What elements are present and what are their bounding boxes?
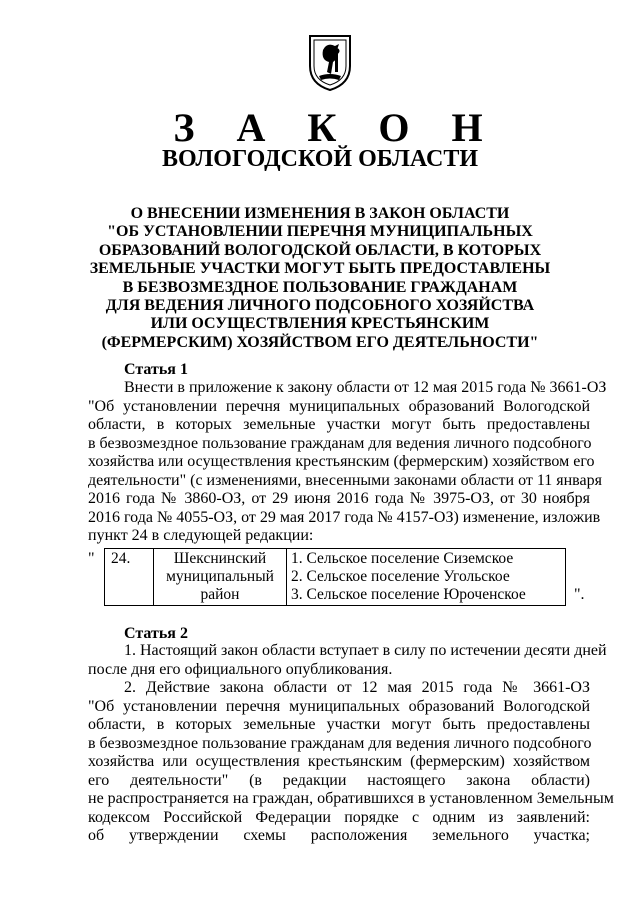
district-cell [154, 549, 287, 606]
coat-of-arms-emblem [305, 32, 355, 92]
subject-line: О ВНЕСЕНИИ ИЗМЕНЕНИЯ В ЗАКОН ОБЛАСТИ [130, 205, 510, 222]
subject-line: ОБРАЗОВАНИЙ ВОЛОГОДСКОЙ ОБЛАСТИ, В КОТОРЫХ [98, 241, 542, 259]
item-24-table [104, 548, 566, 606]
subject-line: (ФЕРМЕРСКИМ) ХОЗЯЙСТВОМ ЕГО ДЕЯТЕЛЬНОСТИ" [101, 333, 539, 351]
text-line: 2016 года № 3860-ОЗ, от 29 июня 2016 года № 3975-ОЗ, от 30 ноября [88, 490, 590, 507]
text-line: "Об установлении перечня муниципальных образований Вологодской [88, 397, 590, 415]
table-row [105, 549, 566, 606]
text-line: 2. Действие закона области от 12 мая 2015 года № 3661-ОЗ [124, 679, 590, 696]
settlement-item: 1. Сельское поселение Сиземское [291, 550, 514, 567]
text-line: 1. Настоящий закон области вступает в силу по истечении десяти дней [124, 642, 607, 659]
article-2-paragraph-1 [88, 642, 607, 679]
text-line: пункт 24 в следующей редакции: [88, 527, 314, 544]
text-line: области, в которых земельные участки могут быть предоставлены [88, 416, 590, 433]
open-quote: " [88, 550, 95, 567]
settlement-item: 2. Сельское поселение Угольское [291, 568, 510, 585]
district-line: муниципальный [166, 568, 274, 585]
text-line: области, в которых земельные участки могут быть предоставлены [88, 716, 590, 733]
subject-line: ИЛИ ОСУЩЕСТВЛЕНИЯ КРЕСТЬЯНСКИМ [150, 315, 490, 333]
district-line: район [200, 586, 240, 603]
text-line: хозяйства или осуществления крестьянским (фермерским) хозяйством его [88, 453, 595, 470]
region-title: ВОЛОГОДСКОЙ ОБЛАСТИ [161, 146, 479, 172]
article-1-text [88, 379, 607, 546]
close-quote: ". [574, 586, 585, 603]
text-line: в безвозмездное пользование гражданам для ведения личного подсобного [88, 434, 592, 452]
article-2-title: Статья 2 [124, 625, 188, 642]
item-number: 24. [105, 549, 154, 606]
text-line: в безвозмездное пользование гражданам для ведения личного подсобного [88, 734, 592, 752]
text-line: "Об установлении перечня муниципальных образований Вологодской [88, 697, 590, 715]
text-line: после дня его официального опубликования. [88, 660, 393, 678]
law-title: З А К О Н [173, 105, 499, 150]
settlements-cell [287, 549, 566, 606]
settlement-item: 3. Сельское поселение Юроченское [291, 586, 526, 603]
text-line: не распространяется на граждан, обратившихся в установленном Земельным [88, 790, 614, 807]
text-line: об утверждении схемы расположения земельного участка; [88, 827, 590, 844]
subject-line: В БЕЗВОЗМЕЗДНОЕ ПОЛЬЗОВАНИЕ ГРАЖДАНАМ [122, 278, 518, 296]
law-subject [60, 205, 580, 352]
text-line: кодексом Российской Федерации порядке с одним из заявлений: [88, 808, 590, 826]
subject-line: ДЛЯ ВЕДЕНИЯ ЛИЧНОГО ПОДСОБНОГО ХОЗЯЙСТВА [105, 297, 535, 315]
subject-line: ЗЕМЕЛЬНЫЕ УЧАСТКИ МОГУТ БЫТЬ ПРЕДОСТАВЛЕНЫ [89, 260, 551, 278]
text-line: хозяйства или осуществления крестьянским (фермерским) хозяйством [88, 753, 590, 770]
text-line: деятельности" (с изменениями, внесенными законами области от 11 января [88, 471, 602, 489]
subject-line: "ОБ УСТАНОВЛЕНИИ ПЕРЕЧНЯ МУНИЦИПАЛЬНЫХ [107, 223, 533, 241]
text-line: его деятельности" (в редакции настоящего закона области) [88, 771, 590, 789]
article-1-title: Статья 1 [124, 361, 188, 378]
district-line: Шекснинский [173, 550, 267, 567]
text-line: Внести в приложение к закону области от 12 мая 2015 года № 3661-ОЗ [124, 379, 607, 396]
article-2-paragraph-2 [88, 679, 614, 846]
text-line: 2016 года № 4055-ОЗ, от 29 мая 2017 года № 4157-ОЗ) изменение, изложив [88, 508, 601, 526]
